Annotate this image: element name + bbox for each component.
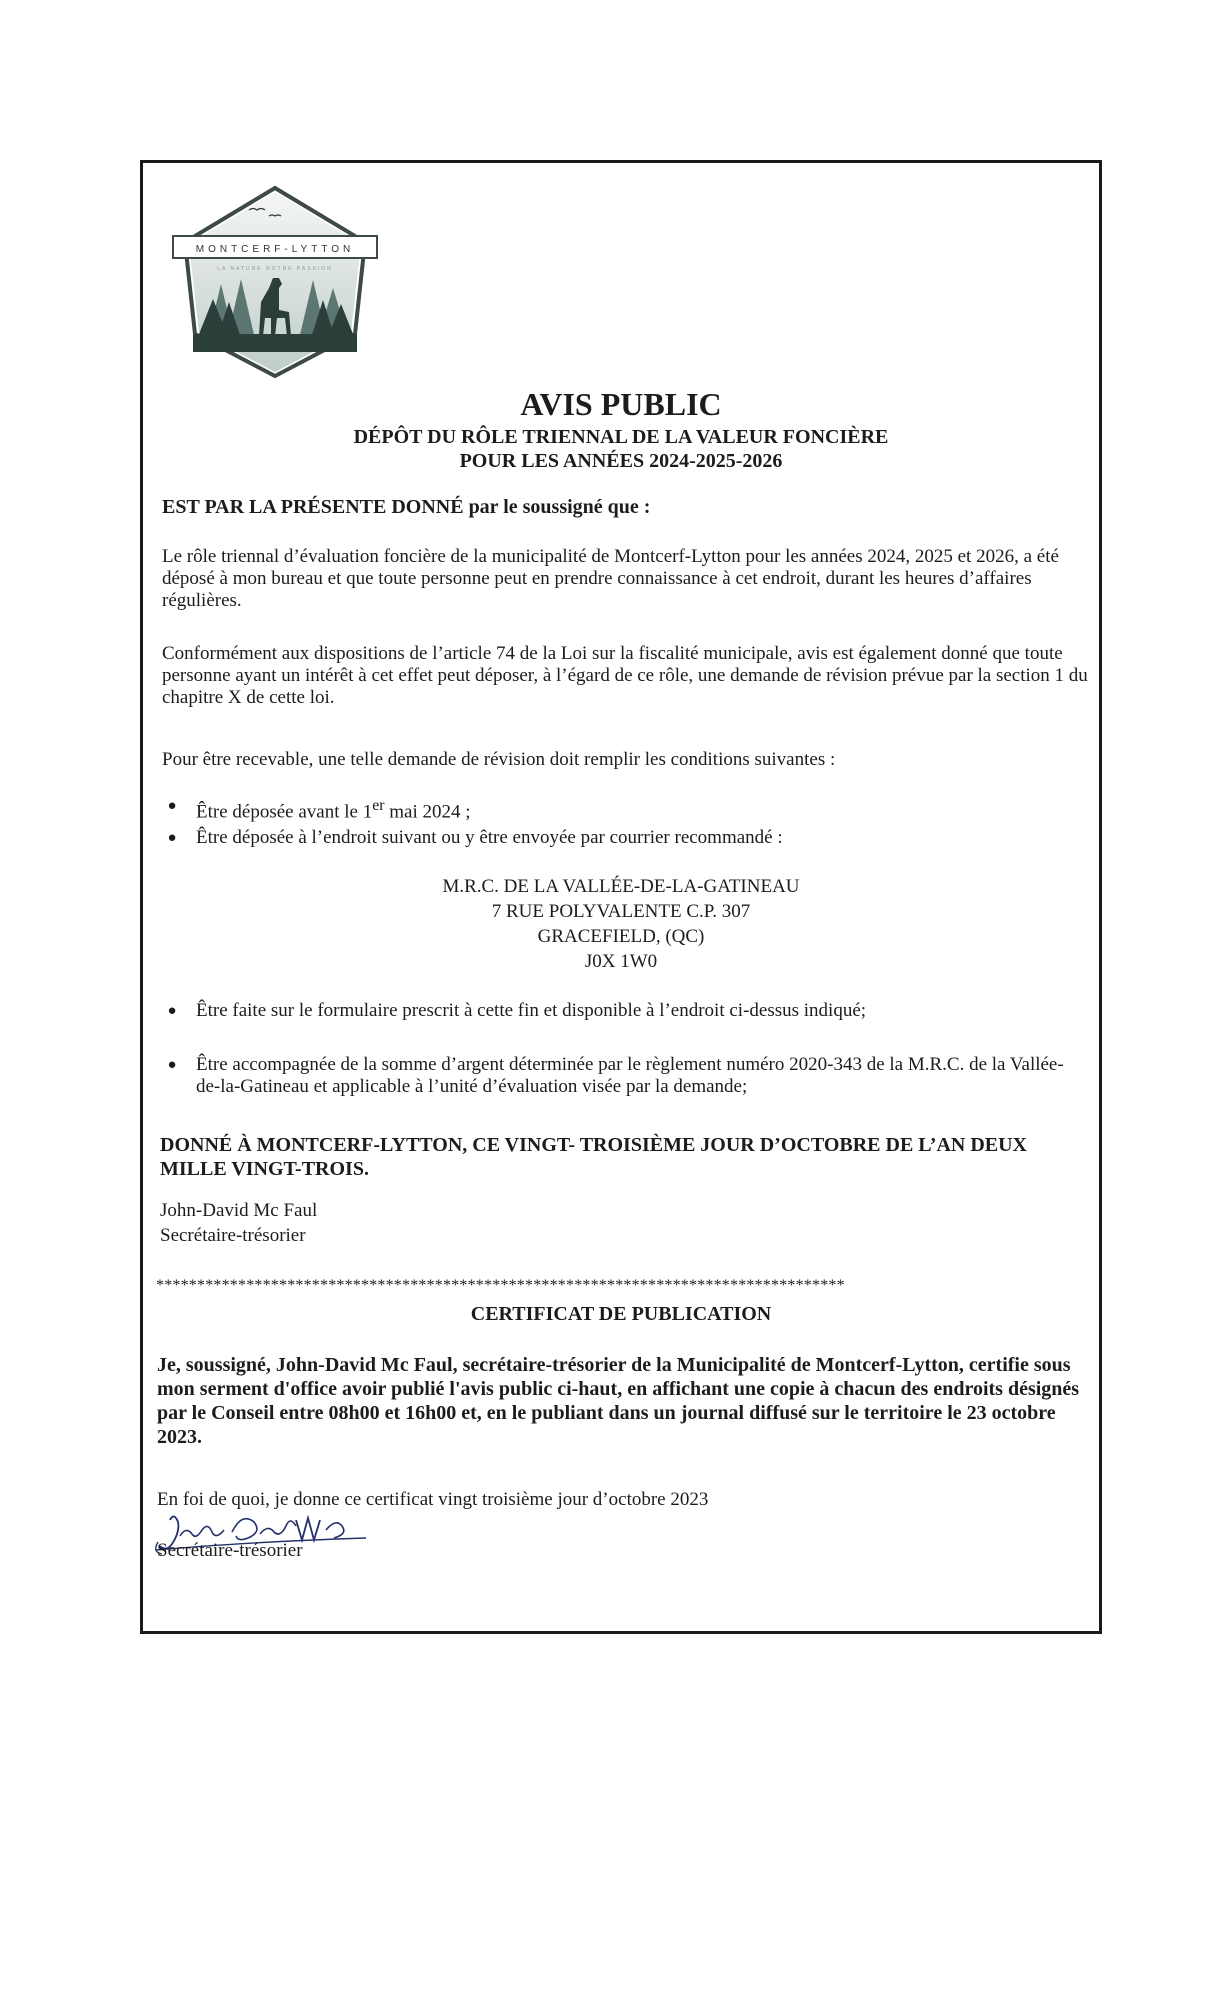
paragraph-2: Conformément aux dispositions de l’article 74 de la Loi sur la fiscalité municipale, avis est également donné que toute personne ayant un intérêt à cet effet peut déposer, à l’égard de ce rôle, une demande de révision prévue par la section 1 du chapitre X de cette loi. [162,643,1088,708]
municipality-logo [169,184,381,380]
certificate-faith-line: En foi de quoi, je donne ce certificat vingt troisième jour d’octobre 2023 [157,1489,709,1510]
condition-item [160,1054,1085,1098]
bullet-icon: ● [167,798,177,814]
bullet-icon: ● [167,1057,177,1073]
intro-bold: EST PAR LA PRÉSENTE DONNÉ [162,496,464,518]
paragraph-3: Pour être recevable, une telle demande de révision doit remplir les conditions suivantes : [162,749,836,770]
intro-line [162,496,1092,518]
signatory-block [160,1198,317,1248]
logo-name: MONTCERF-LYTTON [195,244,355,255]
condition-text: Être faite sur le formulaire prescrit à cette fin et disponible à l’endroit ci-dessus indiqué; [196,1000,867,1021]
address-line-3: GRACEFIELD, (QC) [537,926,705,947]
certificate-signatory-role: Secrétaire-trésorier [157,1540,303,1561]
address-line-1: M.R.C. DE LA VALLÉE-DE-LA-GATINEAU [442,876,800,897]
notice-subtitle-1: DÉPÔT DU RÔLE TRIENNAL DE LA VALEUR FONCIÈRE [353,426,889,448]
address-line-4: J0X 1W0 [584,951,658,972]
separator: ************************************************************************************ [156,1277,845,1294]
signatory-role: Secrétaire-trésorier [160,1225,306,1246]
paragraph-1: Le rôle triennal d’évaluation foncière de la municipalité de Montcerf-Lytton pour les années 2024, 2025 et 2026, a été déposé à mon bureau et que toute personne peut en prendre connaissance à cet endroit, durant les heures d’affaires régulières. [162,546,1059,611]
condition-text: Être déposée à l’endroit suivant ou y être envoyée par courrier recommandé : [196,827,783,848]
certificate-body: Je, soussigné, John-David Mc Faul, secrétaire-trésorier de la Municipalité de Montcerf-Lytton, certifie sous mon serment d'office avoir publié l'avis public ci-haut, en affichant une copie à chacun des endroits désignés par le Conseil entre 08h00 et 16h00 et, en le publiant dans un journal diffusé sur le territoire le 23 octobre 2023. [157,1354,1080,1448]
notice-title: AVIS PUBLIC [520,386,722,422]
logo-tagline: LA NATURE NOTRE PASSION [217,266,333,272]
condition-item [160,795,1085,823]
condition-text: Être accompagnée de la somme d’argent déterminée par le règlement numéro 2020-343 de la M.R.C. de la Vallée-de-la-Gatineau et applicable à l’unité d’évaluation visée par la demande; [196,1054,1064,1097]
condition-text-end: mai 2024 ; [384,801,471,823]
notice-subtitle-2: POUR LES ANNÉES 2024-2025-2026 [459,450,783,472]
intro-rest: par le soussigné que : [463,496,651,518]
address-line-2: 7 RUE POLYVALENTE C.P. 307 [491,901,751,922]
bullet-icon: ● [167,830,177,846]
bullet-icon: ● [167,1003,177,1019]
condition-text: Être déposée avant le 1 [196,801,373,823]
signatory-name: John-David Mc Faul [160,1200,318,1221]
mailing-address [140,874,1102,974]
given-statement: DONNÉ À MONTCERF-LYTTON, CE VINGT- TROISIÈME JOUR D’OCTOBRE DE L’AN DEUX MILLE VINGT-TROIS. [160,1134,1028,1180]
certificate-title: CERTIFICAT DE PUBLICATION [470,1303,772,1325]
condition-superscript: er [372,797,385,814]
condition-item [160,1000,1085,1022]
condition-item [160,827,1085,849]
